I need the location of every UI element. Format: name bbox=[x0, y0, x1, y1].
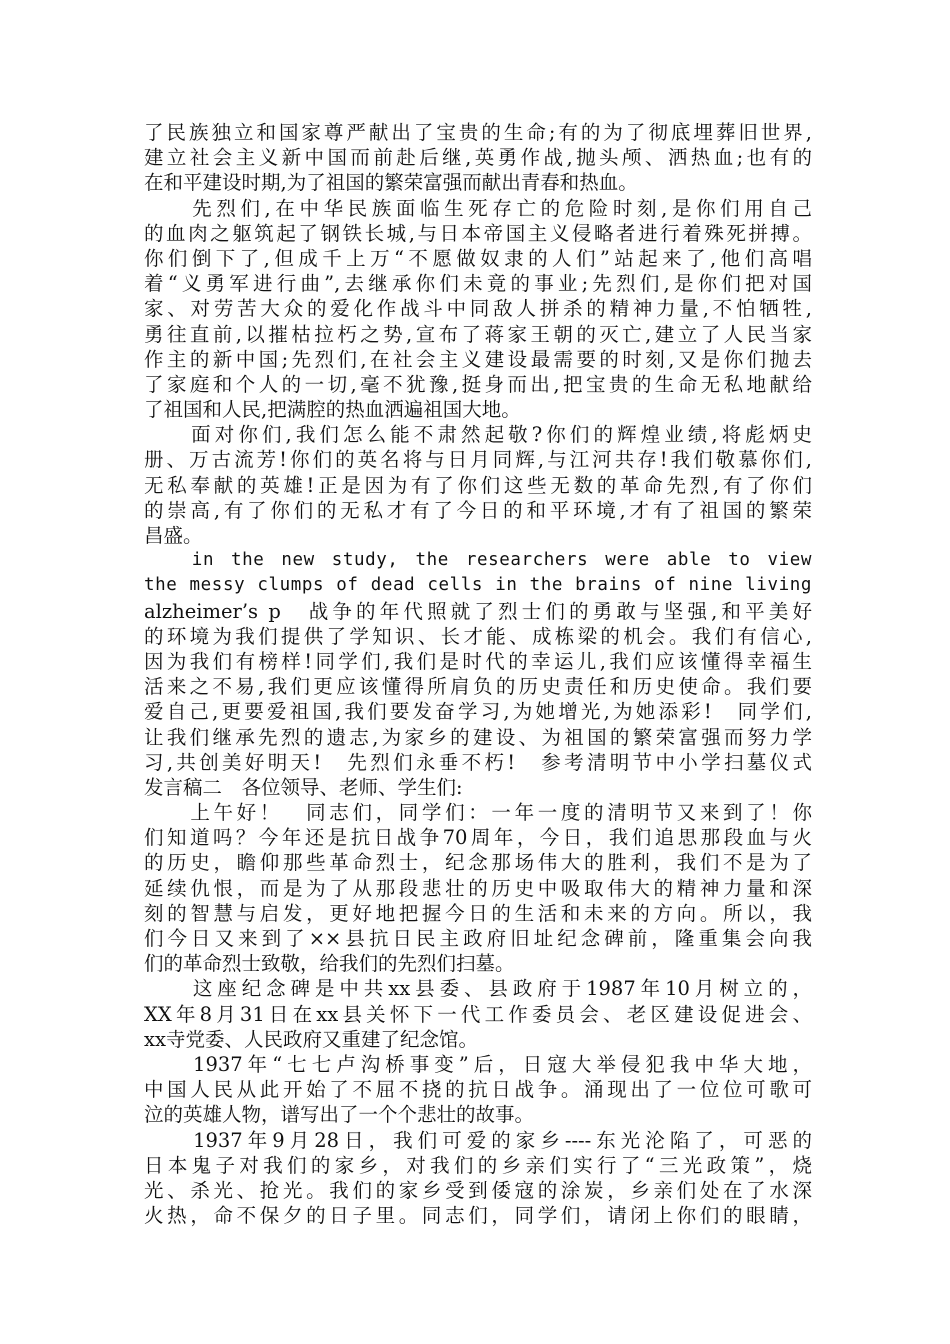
text-line: 建立社会主义新中国而前赴后继,英勇作战,抛头颅、洒热血;也有的 bbox=[144, 146, 812, 170]
text-line: 日本鬼子对我们的家乡，对我们的乡亲们实行了“三光政策”，烧 bbox=[144, 1153, 812, 1177]
text-line: 着“义勇军进行曲”,去继承你们未竟的事业;先烈们,是你们把对国 bbox=[144, 272, 812, 296]
text-line: 泣的英雄人物，谱写出了一个个悲壮的故事。 bbox=[144, 1103, 535, 1127]
text-line: 的历史，瞻仰那些革命烈士，纪念那场伟大的胜利，我们不是为了 bbox=[144, 851, 812, 875]
text-line: 让我们继承先烈的遗志,为家乡的建设、为祖国的繁荣富强而努力学 bbox=[144, 725, 812, 749]
text-line: xx寺党委、人民政府又重建了纪念馆。 bbox=[144, 1027, 478, 1051]
text-line: 中国人民从此开始了不屈不挠的抗日战争。涌现出了一位位可歌可 bbox=[144, 1078, 812, 1102]
text-line: 刻的智慧与启发，更好地把握今日的生活和未来的方向。所以，我 bbox=[144, 901, 812, 925]
text-line: 习,共创美好明天! 先烈们永垂不朽! 参考清明节中小学扫墓仪式 bbox=[144, 750, 812, 774]
text-line: 的血肉之躯筑起了钢铁长城,与日本帝国主义侵略者进行着殊死拼搏。 bbox=[144, 221, 812, 245]
text-line: 因为我们有榜样!同学们,我们是时代的幸运儿,我们应该懂得幸福生 bbox=[144, 649, 812, 673]
text-line: 你们倒下了,但成千上万“不愿做奴隶的人们”站起来了,他们高唱 bbox=[144, 246, 812, 270]
text-line: 发言稿二 各位领导、老师、学生们: bbox=[144, 775, 463, 799]
text-line: 面对你们,我们怎么能不肃然起敬?你们的辉煌业绩,将彪炳史 bbox=[144, 423, 812, 447]
text-line: 勇往直前,以摧枯拉朽之势,宣布了蒋家王朝的灭亡,建立了人民当家 bbox=[144, 322, 812, 346]
text-line: 在和平建设时期,为了祖国的繁荣富强而献出青春和热血。 bbox=[144, 171, 638, 195]
text-line: 们知道吗？今年还是抗日战争70周年，今日，我们追思那段血与火 bbox=[144, 826, 812, 850]
document-page bbox=[144, 120, 812, 1228]
text-line: 上午好！ 同志们，同学们：一年一度的清明节又来到了！你 bbox=[144, 801, 812, 825]
text-line: 们的革命烈士致敬，给我们的先烈们扫墓。 bbox=[144, 952, 515, 976]
text-line: 了祖国和人民,把满腔的热血洒遍祖国大地。 bbox=[144, 398, 521, 422]
text-line: 1937年“七七卢沟桥事变”后，日寇大举侵犯我中华大地， bbox=[144, 1052, 812, 1076]
text-line: 活来之不易,我们更应该懂得所肩负的历史责任和历史使命。我们要 bbox=[144, 675, 812, 699]
text-line: 1937年9月28日，我们可爱的家乡----东光沦陷了，可恶的 bbox=[144, 1128, 812, 1152]
text-line: 先烈们,在中华民族面临生死存亡的危险时刻,是你们用自己 bbox=[144, 196, 812, 220]
text-line: 火热，命不保夕的日子里。同志们，同学们，请闭上你们的眼睛， bbox=[144, 1204, 812, 1228]
text-line: 了民族独立和国家尊严献出了宝贵的生命;有的为了彻底埋葬旧世界, bbox=[144, 121, 812, 144]
text-line: 昌盛。 bbox=[144, 524, 203, 547]
text-line: 爱自己,更要爱祖国,我们要发奋学习,为她增光,为她添彩! 同学们, bbox=[144, 700, 812, 724]
text-line: 光、杀光、抢光。我们的家乡受到倭寇的涂炭，乡亲们处在了水深 bbox=[144, 1178, 812, 1202]
text-line: alzheimer’s p 战争的年代照就了烈士们的勇敢与坚强,和平美好 bbox=[144, 599, 812, 623]
text-line: XX年8月31日在xx县关怀下一代工作委员会、老区建设促进会、 bbox=[144, 1002, 812, 1026]
text-line: 册、万古流芳!你们的英名将与日月同辉,与江河共存!我们敬慕你们, bbox=[144, 448, 812, 472]
text-line: 家、对劳苦大众的爱化作战斗中同敌人拼杀的精神力量,不怕牺牲, bbox=[144, 297, 812, 321]
text-line: in the new study, the researchers were able to view bbox=[144, 550, 812, 571]
text-line: the messy clumps of dead cells in the brains of nine living bbox=[144, 575, 812, 596]
text-line: 延续仇恨，而是为了从那段悲壮的历史中吸取伟大的精神力量和深 bbox=[144, 876, 812, 900]
text-line: 这座纪念碑是中共xx县委、县政府于1987年10月树立的， bbox=[144, 977, 812, 1001]
text-line: 作主的新中国;先烈们,在社会主义建设最需要的时刻,又是你们抛去 bbox=[144, 347, 812, 371]
text-line: 的崇高,有了你们的无私才有了今日的和平环境,才有了祖国的繁荣 bbox=[144, 498, 812, 522]
text-line: 了家庭和个人的一切,毫不犹豫,挺身而出,把宝贵的生命无私地献给 bbox=[144, 372, 812, 396]
text-line: 们今日又来到了××县抗日民主政府旧址纪念碑前，隆重集会向我 bbox=[144, 927, 812, 950]
text-line: 无私奉献的英雄!正是因为有了你们这些无数的革命先烈,有了你们 bbox=[144, 473, 812, 497]
text-line: 的环境为我们提供了学知识、长才能、成栋梁的机会。我们有信心, bbox=[144, 624, 812, 648]
